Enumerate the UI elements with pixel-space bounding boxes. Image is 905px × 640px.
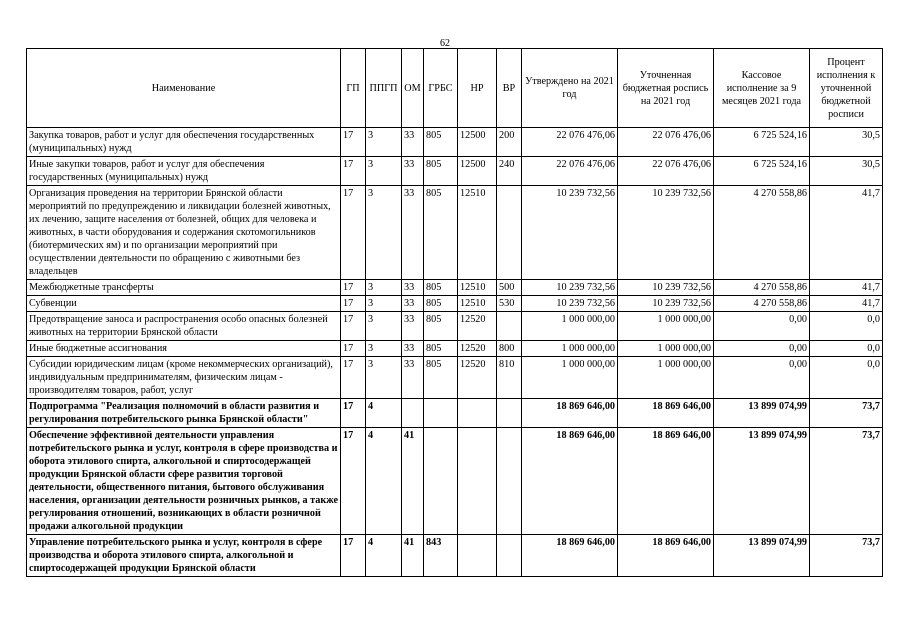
cell-name: Закупка товаров, работ и услуг для обеспечения государственных (муниципальных) нужд xyxy=(27,128,341,157)
budget-table xyxy=(26,48,883,577)
cell-percent: 73,7 xyxy=(810,535,883,577)
cell-vr: 810 xyxy=(497,357,522,399)
table-row xyxy=(27,357,883,399)
cell-grbs: 805 xyxy=(424,296,458,312)
cell-approved: 1 000 000,00 xyxy=(522,341,618,357)
header-pgp: ППГП xyxy=(366,49,402,128)
cell-grbs: 805 xyxy=(424,128,458,157)
cell-cash: 0,00 xyxy=(714,312,810,341)
cell-vr: 240 xyxy=(497,157,522,186)
cell-vr xyxy=(497,186,522,280)
cell-gp: 17 xyxy=(341,128,366,157)
cell-gp: 17 xyxy=(341,296,366,312)
cell-om: 33 xyxy=(402,296,424,312)
cell-cash: 0,00 xyxy=(714,341,810,357)
cell-name: Иные бюджетные ассигнования xyxy=(27,341,341,357)
header-vr: ВР xyxy=(497,49,522,128)
cell-refined: 1 000 000,00 xyxy=(618,357,714,399)
cell-vr xyxy=(497,399,522,428)
cell-percent: 73,7 xyxy=(810,428,883,535)
cell-vr: 500 xyxy=(497,280,522,296)
cell-vr: 800 xyxy=(497,341,522,357)
cell-grbs xyxy=(424,399,458,428)
cell-gp: 17 xyxy=(341,399,366,428)
table-row xyxy=(27,535,883,577)
cell-vr: 200 xyxy=(497,128,522,157)
cell-name: Субвенции xyxy=(27,296,341,312)
cell-np: 12510 xyxy=(458,280,497,296)
cell-cash: 13 899 074,99 xyxy=(714,535,810,577)
cell-gp: 17 xyxy=(341,535,366,577)
cell-np: 12510 xyxy=(458,186,497,280)
cell-pgp: 3 xyxy=(366,296,402,312)
cell-approved: 18 869 646,00 xyxy=(522,535,618,577)
cell-name: Иные закупки товаров, работ и услуг для обеспечения государственных (муниципальных) нужд xyxy=(27,157,341,186)
cell-pgp: 4 xyxy=(366,428,402,535)
cell-np: 12510 xyxy=(458,296,497,312)
cell-name: Межбюджетные трансферты xyxy=(27,280,341,296)
header-name: Наименование xyxy=(27,49,341,128)
page-number: 62 xyxy=(440,38,450,49)
cell-name: Субсидии юридическим лицам (кроме некоммерческих организаций), индивидуальным предпринимателям, физическим лицам - производителям товаров, работ, услуг xyxy=(27,357,341,399)
cell-vr xyxy=(497,535,522,577)
cell-approved: 22 076 476,06 xyxy=(522,128,618,157)
cell-grbs: 805 xyxy=(424,186,458,280)
cell-np xyxy=(458,399,497,428)
cell-gp: 17 xyxy=(341,341,366,357)
cell-om: 33 xyxy=(402,357,424,399)
cell-grbs: 805 xyxy=(424,341,458,357)
cell-pgp: 3 xyxy=(366,128,402,157)
cell-grbs: 843 xyxy=(424,535,458,577)
header-om: ОМ xyxy=(402,49,424,128)
header-grbs: ГРБС xyxy=(424,49,458,128)
cell-approved: 10 239 732,56 xyxy=(522,280,618,296)
cell-refined: 22 076 476,06 xyxy=(618,128,714,157)
cell-approved: 18 869 646,00 xyxy=(522,399,618,428)
cell-pgp: 3 xyxy=(366,157,402,186)
cell-percent: 41,7 xyxy=(810,186,883,280)
cell-gp: 17 xyxy=(341,428,366,535)
cell-vr xyxy=(497,428,522,535)
cell-om: 41 xyxy=(402,428,424,535)
cell-gp: 17 xyxy=(341,280,366,296)
header-refined: Уточненная бюджетная роспись на 2021 год xyxy=(618,49,714,128)
table-body xyxy=(27,128,883,577)
cell-name: Обеспечение эффективной деятельности управления потребительского рынка и услуг, контроля в сфере производства и оборота этилового спирта, алкогольной и спиртосодержащей продукции Брянской области сфере развития торговой деятельности, общественного питания, бытового обслуживания населения, организации деятельности розничных рынков, а также регулирования отношений, возникающих в области розничной продажи алкогольной продукции xyxy=(27,428,341,535)
cell-approved: 1 000 000,00 xyxy=(522,357,618,399)
cell-pgp: 4 xyxy=(366,399,402,428)
cell-pgp: 3 xyxy=(366,357,402,399)
cell-approved: 18 869 646,00 xyxy=(522,428,618,535)
cell-name: Предотвращение заноса и распространения особо опасных болезней животных на территории Брянской области xyxy=(27,312,341,341)
header-approved: Утверждено на 2021 год xyxy=(522,49,618,128)
cell-np: 12520 xyxy=(458,312,497,341)
cell-np: 12520 xyxy=(458,341,497,357)
cell-name: Управление потребительского рынка и услуг, контроля в сфере производства и оборота этилового спирта, алкогольной и спиртосодержащей продукции Брянской области xyxy=(27,535,341,577)
cell-om: 33 xyxy=(402,128,424,157)
cell-refined: 22 076 476,06 xyxy=(618,157,714,186)
cell-grbs xyxy=(424,428,458,535)
cell-approved: 1 000 000,00 xyxy=(522,312,618,341)
cell-cash: 6 725 524,16 xyxy=(714,128,810,157)
cell-refined: 1 000 000,00 xyxy=(618,312,714,341)
cell-percent: 0,0 xyxy=(810,357,883,399)
cell-percent: 41,7 xyxy=(810,280,883,296)
cell-vr: 530 xyxy=(497,296,522,312)
table-row xyxy=(27,428,883,535)
cell-pgp: 4 xyxy=(366,535,402,577)
table-row xyxy=(27,157,883,186)
table-row xyxy=(27,312,883,341)
cell-np xyxy=(458,535,497,577)
cell-gp: 17 xyxy=(341,157,366,186)
cell-grbs: 805 xyxy=(424,357,458,399)
cell-cash: 13 899 074,99 xyxy=(714,399,810,428)
cell-pgp: 3 xyxy=(366,280,402,296)
cell-cash: 13 899 074,99 xyxy=(714,428,810,535)
cell-np: 12500 xyxy=(458,157,497,186)
cell-np: 12520 xyxy=(458,357,497,399)
cell-refined: 18 869 646,00 xyxy=(618,428,714,535)
cell-pgp: 3 xyxy=(366,312,402,341)
table-row xyxy=(27,186,883,280)
cell-gp: 17 xyxy=(341,312,366,341)
cell-np xyxy=(458,428,497,535)
table-row xyxy=(27,296,883,312)
cell-approved: 10 239 732,56 xyxy=(522,296,618,312)
cell-refined: 10 239 732,56 xyxy=(618,186,714,280)
cell-percent: 0,0 xyxy=(810,312,883,341)
cell-vr xyxy=(497,312,522,341)
table-row xyxy=(27,280,883,296)
header-gp: ГП xyxy=(341,49,366,128)
cell-approved: 10 239 732,56 xyxy=(522,186,618,280)
cell-cash: 0,00 xyxy=(714,357,810,399)
cell-refined: 18 869 646,00 xyxy=(618,535,714,577)
cell-cash: 4 270 558,86 xyxy=(714,280,810,296)
cell-om: 33 xyxy=(402,312,424,341)
cell-om: 33 xyxy=(402,157,424,186)
header-np: НР xyxy=(458,49,497,128)
cell-om xyxy=(402,399,424,428)
cell-grbs: 805 xyxy=(424,157,458,186)
cell-gp: 17 xyxy=(341,186,366,280)
cell-gp: 17 xyxy=(341,357,366,399)
cell-refined: 1 000 000,00 xyxy=(618,341,714,357)
cell-percent: 30,5 xyxy=(810,128,883,157)
cell-om: 41 xyxy=(402,535,424,577)
cell-refined: 18 869 646,00 xyxy=(618,399,714,428)
cell-percent: 41,7 xyxy=(810,296,883,312)
cell-approved: 22 076 476,06 xyxy=(522,157,618,186)
cell-refined: 10 239 732,56 xyxy=(618,296,714,312)
cell-cash: 6 725 524,16 xyxy=(714,157,810,186)
cell-percent: 0,0 xyxy=(810,341,883,357)
cell-grbs: 805 xyxy=(424,312,458,341)
cell-om: 33 xyxy=(402,280,424,296)
cell-om: 33 xyxy=(402,186,424,280)
cell-pgp: 3 xyxy=(366,341,402,357)
cell-grbs: 805 xyxy=(424,280,458,296)
cell-om: 33 xyxy=(402,341,424,357)
cell-pgp: 3 xyxy=(366,186,402,280)
cell-np: 12500 xyxy=(458,128,497,157)
cell-cash: 4 270 558,86 xyxy=(714,296,810,312)
header-row xyxy=(27,49,883,128)
cell-name: Организация проведения на территории Брянской области мероприятий по предупреждению и ликвидации болезней животных, их лечению, защите населения от болезней, общих для человека и животных, в части оборудования и содержания скотомогильников (биотермических ям) и по организации мероприятий при осуществлении деятельности по обращению с животными без владельцев xyxy=(27,186,341,280)
cell-refined: 10 239 732,56 xyxy=(618,280,714,296)
table-row xyxy=(27,128,883,157)
table-row xyxy=(27,341,883,357)
cell-percent: 30,5 xyxy=(810,157,883,186)
header-cash: Кассовое исполнение за 9 месяцев 2021 года xyxy=(714,49,810,128)
table-row xyxy=(27,399,883,428)
cell-percent: 73,7 xyxy=(810,399,883,428)
header-percent: Процент исполнения к уточненной бюджетной росписи xyxy=(810,49,883,128)
cell-name: Подпрограмма "Реализация полномочий в области развития и регулирования потребительского рынка Брянской области" xyxy=(27,399,341,428)
cell-cash: 4 270 558,86 xyxy=(714,186,810,280)
